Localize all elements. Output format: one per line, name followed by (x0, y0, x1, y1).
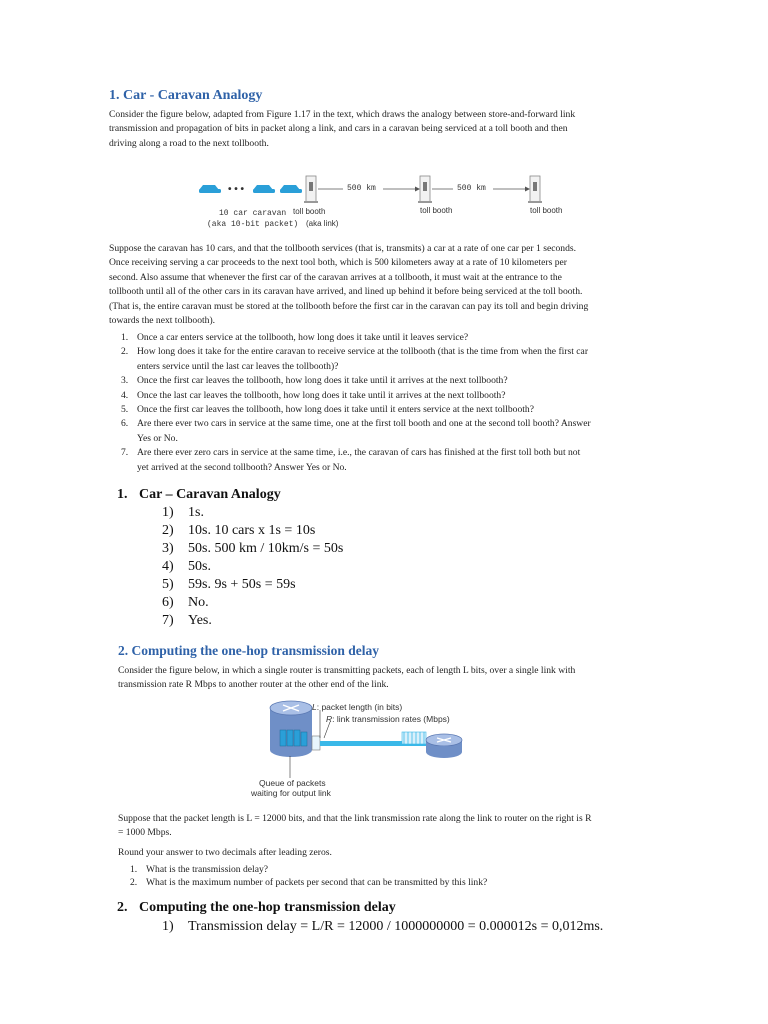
description-line: Suppose that the packet length is L = 12000 bits, and that the link transmission rate along the link to router on the right is R (118, 813, 592, 824)
distance-label-1: 500 km (347, 184, 376, 193)
booth-1-label: toll booth (293, 207, 326, 216)
router-right-icon (426, 734, 462, 758)
description-line: tollbooth until all of the other cars in its caravan have arrived, and lined up behind it before being serviced at the toll booth. (109, 286, 583, 298)
car-icon (199, 185, 221, 193)
question-item: 3. Once the first car leaves the tollbooth, how long does it take until it arrives at the next tollbooth? (121, 375, 508, 387)
packet-icon (312, 736, 320, 750)
section2-questions (130, 863, 650, 889)
description-line: (That is, the entire caravan must be stored at the tollbooth before the first car in the caravan can pay its toll and begin driving (109, 300, 589, 312)
bits-on-link-icon (402, 732, 426, 744)
router-figure (250, 698, 510, 798)
answers2-list (162, 918, 603, 936)
pointer-line (324, 722, 330, 738)
distance-label-2: 500 km (457, 184, 486, 193)
answers1-heading: 1. Car – Caravan Analogy (117, 487, 281, 502)
packet-length-label: L: packet length (in bits) (312, 702, 403, 712)
booth-3-label: toll booth (530, 206, 563, 215)
intro-line: Consider the figure below, adapted from Figure 1.17 in the text, which draws the analogy between store-and-forward link (109, 109, 576, 120)
section1-questions (121, 331, 666, 475)
booth-1-aka-label: (aka link) (306, 219, 339, 228)
answers1-list (162, 504, 343, 630)
caravan-figure (195, 170, 575, 234)
question-item: 2. How long does it take for the entire caravan to receive service at the tollbooth (that is the time from when the first car enters service until the last car leaves the tollbooth)? (121, 346, 589, 372)
tollbooth-3-icon (528, 176, 542, 203)
answer-item: 7) Yes. (162, 613, 212, 628)
intro-line: transmission rate R Mbps to another router at the other end of the link. (118, 679, 389, 691)
intro-line: Consider the figure below, in which a single router is transmitting packets, each of length L bits, over a single link with (118, 665, 576, 676)
answer-item: 3) 50s. 500 km / 10km/s = 50s (162, 541, 344, 556)
intro-line: driving along a road to the next tollbooth. (109, 137, 269, 149)
answer-item: 1) Transmission delay = L/R = 12000 / 1000000000 = 0.000012s = 0,012ms. (162, 919, 604, 934)
tollbooth-2-icon (418, 176, 432, 203)
answers2-heading: 2. Computing the one-hop transmission delay (117, 900, 396, 915)
car-icon (253, 185, 275, 193)
section1-title: 1. Car - Caravan Analogy (109, 88, 263, 103)
answer-item: 6) No. (162, 595, 209, 610)
booth-2-label: toll booth (420, 206, 453, 215)
caravan-label: 10 car caravan (219, 209, 287, 218)
tollbooth-1-icon (304, 176, 318, 203)
answer-item: 5) 59s. 9s + 50s = 59s (162, 577, 296, 592)
question-item: 5. Once the first car leaves the tollbooth, how long does it take until it enters service at the next tollbooth? (121, 404, 534, 416)
question-item: 7. Are there ever zero cars in service at the same time, i.e., the caravan of cars has finished at the first toll both but not yet arrived at the second tollbooth? Answer Yes or No. (121, 447, 581, 473)
question-item: 1. Once a car enters service at the tollbooth, how long does it take until it leaves service? (121, 332, 469, 343)
car-icon (280, 185, 302, 193)
round-note: Round your answer to two decimals after leading zeros. (118, 847, 332, 858)
ellipsis-dots: • • • (228, 184, 245, 195)
queue-label-line1: Queue of packets (259, 778, 326, 788)
router-left-icon (270, 701, 312, 757)
queue-label-line2: waiting for output link (251, 788, 331, 798)
section1-intro (109, 108, 669, 151)
caravan-aka-label: (aka 10-bit packet) (207, 220, 299, 229)
description-line: towards the next tollbooth). (109, 315, 216, 327)
description-line: second. Also assume that whenever the first car of the caravan arrives at a tollbooth, it must wait at the entrance to the (109, 271, 562, 283)
link-rate-label: R: link transmission rates (Mbps) (326, 714, 450, 724)
answer-item: 4) 50s. (162, 559, 211, 574)
question-item: 4. Once the last car leaves the tollbooth, how long does it take until it arrives at the next tollbooth? (121, 389, 506, 401)
section2-description (118, 812, 678, 841)
question-item: 1. What is the transmission delay? (130, 864, 269, 875)
question-item: 2. What is the maximum number of packets per second that can be transmitted by this link? (130, 877, 488, 888)
question-item: 6. Are there ever two cars in service at the same time, one at the first toll booth and one at the second toll booth? Answer Yes or No. (121, 418, 591, 444)
answer-item: 2) 10s. 10 cars x 1s = 10s (162, 523, 316, 538)
description-line: = 1000 Mbps. (118, 827, 172, 839)
section2-intro (118, 664, 678, 693)
description-line: Suppose the caravan has 10 cars, and that the tollbooth services (that is, transmits) a car at a rate of one car per 1 seconds. (109, 243, 576, 254)
intro-line: transmission and propagation of bits in packet along a link, and cars in a caravan being serviced at a toll booth and then (109, 123, 568, 135)
section2-title: 2. Computing the one-hop transmission delay (118, 643, 380, 658)
description-line: Once receiving serving a car proceeds to the next tool both, which is 500 kilometers away at a rate of 10 kilometers per (109, 257, 567, 269)
answer-item: 1) 1s. (162, 505, 204, 520)
section1-description (109, 242, 669, 328)
